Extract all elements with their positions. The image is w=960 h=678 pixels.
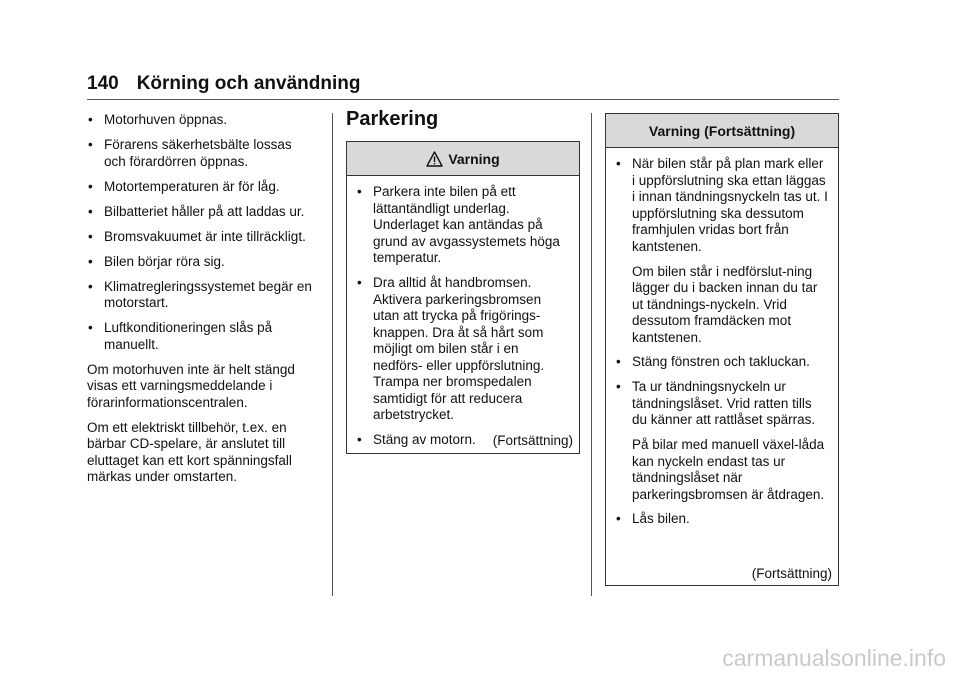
list-item-text: Ta ur tändningsnyckeln ur tändningslåset. Vrid ratten tills du känner att rattlåset spärras. [632, 379, 816, 427]
section-title: Parkering [346, 108, 439, 130]
warning-list [615, 354, 829, 429]
page-title: Körning och användning [136, 73, 361, 94]
list-item: • Förarens säkerhetsbälte lossas och förardörren öppnas. [87, 137, 317, 170]
column-divider [591, 113, 592, 596]
warning-list [356, 184, 570, 449]
header-rule [87, 99, 839, 100]
continued-label: (Fortsättning) [492, 433, 573, 448]
column-1 [87, 112, 317, 494]
list-item: • Motortemperaturen är för låg. [87, 179, 317, 196]
sub-paragraph: Om bilen står i nedförslut-ning lägger du i backen innan du tar ut tändnings-nyckeln. Vrid dessutom framdäcken mot kantstenen. [632, 263, 818, 345]
list-item: • Luftkonditioneringen slås på manuellt. [87, 320, 317, 353]
warning-triangle-icon [426, 151, 443, 167]
paragraph: Om ett elektriskt tillbehör, t.ex. en bärbar CD-spelare, är anslutet till eluttaget kan ett kort spänningsfall märkas under omstarten. [87, 419, 292, 484]
watermark: carmanualsonline.info [722, 645, 946, 671]
list-item: • Parkera inte bilen på ett lättantändligt underlag. Underlaget kan antändas på grund av avgassystemets höga temperatur. [356, 184, 570, 267]
warning-heading: Varning [448, 150, 500, 167]
condition-list [87, 112, 317, 353]
list-item-text: När bilen står på plan mark eller i uppförslutning ska ettan läggas i innan tändningsnyckeln tas ut. I uppförslutning ska dessutom framhjulen vridas bort från kantstenen. [632, 156, 828, 254]
page-number: 140 [87, 73, 119, 94]
list-item [615, 379, 829, 429]
list-item: • Klimatregleringssystemet begär en motorstart. [87, 279, 317, 312]
column-divider [332, 113, 333, 596]
list-item: • Lås bilen. [615, 511, 829, 528]
list-item [615, 156, 829, 255]
warning-header [606, 114, 838, 148]
continued-label: (Fortsättning) [751, 566, 832, 581]
warning-header [347, 142, 579, 176]
warning-box [346, 141, 580, 454]
warning-list [615, 511, 829, 528]
list-item: • Bilbatteriet håller på att laddas ur. [87, 204, 317, 221]
warning-box-continued [605, 113, 839, 586]
warning-heading: Varning (Fortsättning) [648, 122, 796, 139]
sub-paragraph: På bilar med manuell växel-låda kan nyckeln endast tas ur tändningslåset när parkeringsbromsen är åtdragen. [632, 437, 825, 502]
list-item: • Stäng fönstren och takluckan. [615, 354, 829, 371]
list-item: • Bilen börjar röra sig. [87, 254, 317, 271]
list-item: • Stäng av motorn. [356, 432, 570, 449]
list-item: • Bromsvakuumet är inte tillräckligt. [87, 229, 317, 246]
warning-list [615, 156, 829, 255]
list-item: • Motorhuven öppnas. [87, 112, 317, 129]
page-header [87, 73, 360, 95]
paragraph: Om motorhuven inte är helt stängd visas ett varningsmeddelande i förarinformationscentralen. [87, 361, 295, 410]
list-item: • Dra alltid åt handbromsen. Aktivera parkeringsbromsen utan att trycka på frigörings-knappen. Dra åt så hårt som möjligt om bilen står i en nedförs- eller uppförslutning. Trampa ner bromspedalen samtidigt för att reducera arbetstrycket. [356, 275, 570, 424]
